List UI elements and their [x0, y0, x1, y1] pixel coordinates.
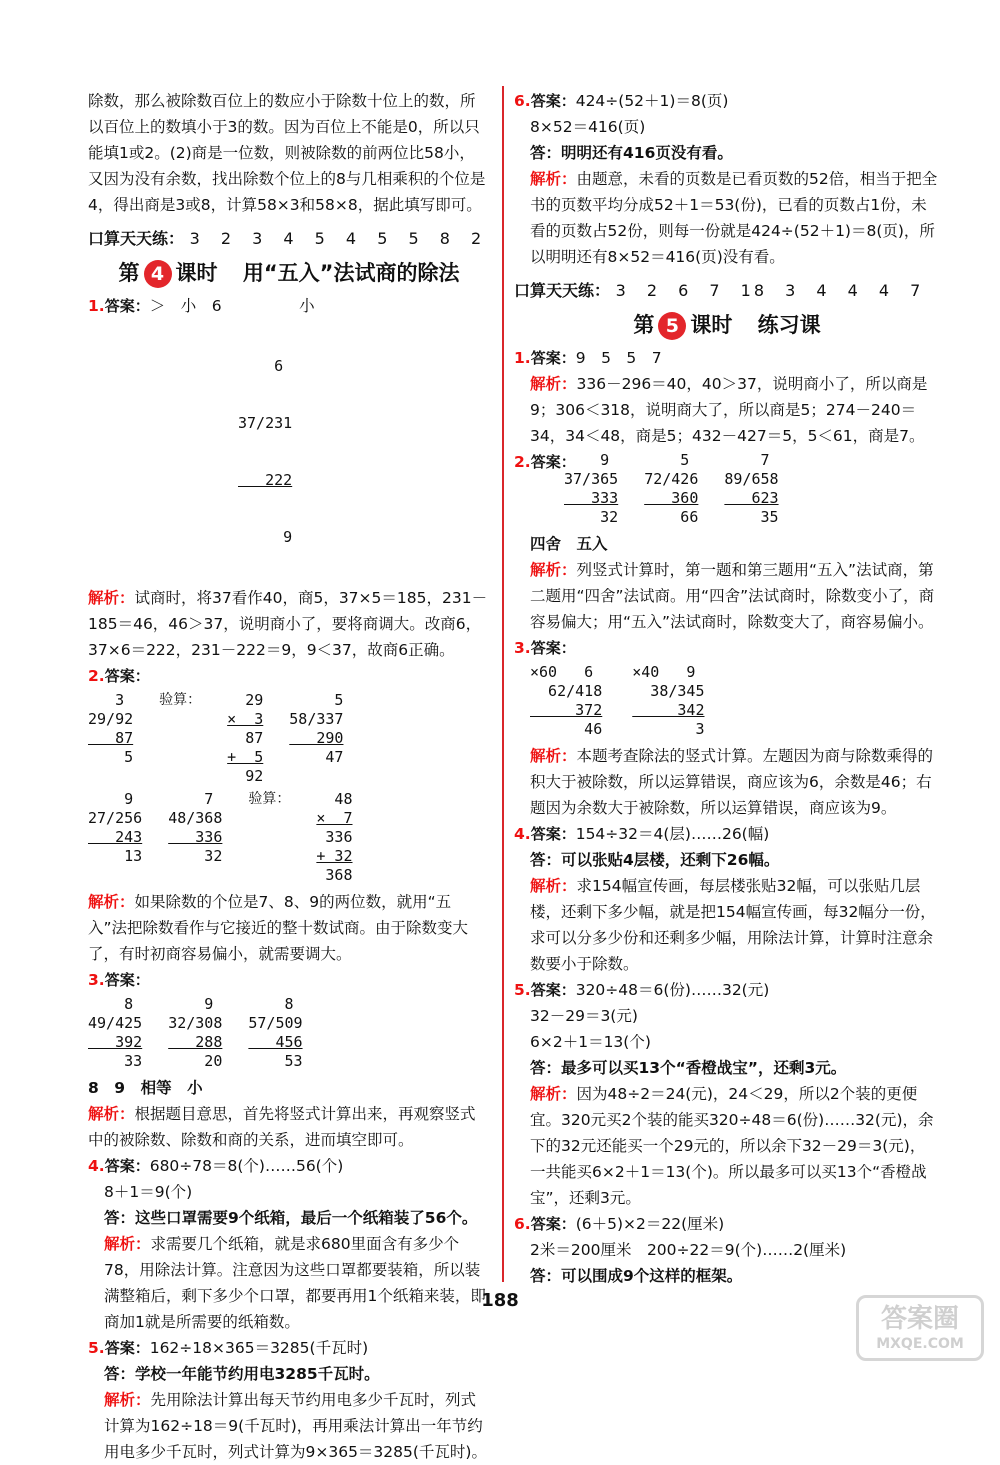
question-number: 1. — [88, 297, 105, 315]
calc-line: 5 — [289, 691, 344, 709]
calc-line: 53 — [248, 1052, 303, 1070]
lesson-post: 课时 — [690, 313, 733, 337]
fill-answer: 8 9 相等 小 — [88, 1079, 203, 1097]
vertical-division — [248, 995, 302, 1071]
calc-line: 372 — [530, 701, 603, 719]
calc-line: 7 — [168, 790, 214, 808]
calc-line: 66 — [644, 508, 699, 526]
calc-line: 72/426 — [644, 470, 699, 488]
calc-line: 9 — [564, 451, 610, 469]
calc-line: 243 — [88, 828, 143, 846]
calc-row — [88, 995, 490, 1071]
kousuan-label: 口算天天练： — [514, 281, 611, 300]
answer-line: 2米＝200厘米 200÷22＝9(个)……2(厘米) — [530, 1241, 847, 1259]
calc-line: 7 — [724, 451, 770, 469]
vertical-division — [644, 451, 698, 527]
vertical-division — [88, 995, 142, 1071]
answer-label: 答案： — [104, 667, 150, 685]
question-number: 3. — [514, 639, 531, 657]
answer-text: ＞ 小 6 小 — [149, 297, 315, 315]
vertical-multiplication — [316, 790, 352, 885]
calc-line: 333 — [564, 489, 619, 507]
vertical-division — [88, 790, 142, 885]
answer-label: 答案： — [530, 349, 576, 367]
explain-label: 解析： — [530, 561, 577, 579]
calc-line: 8 — [88, 995, 134, 1013]
calc-line: 49/425 — [88, 1014, 143, 1032]
explain-text: 本题考查除法的竖式计算。左题因为商与除数乘得的积大于被除数，所以运算错误，商应该为6，余数是46；右题因为余数大于被除数，所以运算错误，商应该为9。 — [530, 747, 934, 817]
left-column — [88, 88, 490, 1465]
calc-line: 360 — [644, 489, 699, 507]
explain-label: 解析： — [530, 170, 577, 188]
explain-label: 解析： — [530, 375, 577, 393]
question-number: 5. — [514, 981, 531, 999]
watermark-logo — [856, 1295, 984, 1361]
question-2 — [88, 663, 490, 967]
calc-line: 20 — [168, 1052, 223, 1070]
calc-line: + 32 — [316, 847, 353, 865]
answer-label: 答案： — [530, 825, 576, 843]
calc-line: 89/658 — [724, 470, 779, 488]
calc-line: 29/92 — [88, 710, 134, 728]
calc-line: 13 — [88, 847, 143, 865]
calc-row — [88, 691, 490, 786]
question-5 — [514, 977, 940, 1211]
lesson-pre: 第 — [633, 313, 655, 337]
intro-text: 除数，那么被除数百位上的数应小于除数十位上的数，所以百位上的数填小于3的数。因为百位上不能是0，所以只能填1或2。(2)商是一位数，则被除数的前两位比58小，又因为没有余数，找出除数个位上的8与几相乘积的个位是4，得出商是3或8，计算58×3和58×8，据此填写即可。 — [88, 92, 486, 214]
reply-text: 答：可以围成9个这样的框架。 — [530, 1267, 743, 1285]
calc-line: 623 — [724, 489, 779, 507]
explain-text: 如果除数的个位是7、8、9的两位数，就用“五入”法把除数看作与它接近的整十数试商。由于除数变大了，有时初商容易偏小，就需要调大。 — [88, 893, 469, 963]
question-number: 3. — [88, 971, 105, 989]
question-number: 5. — [88, 1339, 105, 1357]
calc-line: 48/368 — [168, 809, 223, 827]
calc-line: 5 — [644, 451, 690, 469]
verify-label: 验算： — [159, 692, 202, 708]
calc-line: 58/337 — [289, 710, 344, 728]
question-number: 6. — [514, 1215, 531, 1233]
calc-line: 368 — [316, 866, 353, 884]
calc-line: 9 — [168, 995, 214, 1013]
reply-text: 答：这些口罩需要9个纸箱，最后一个纸箱装了56个。 — [104, 1209, 478, 1227]
question-6-prev — [514, 88, 940, 270]
lesson-heading: 用“五入”法试商的除法 — [242, 261, 460, 285]
calc-line: 87 — [88, 729, 134, 747]
lesson-number-badge: 4 — [144, 260, 172, 288]
answer-line: 8×52＝416(页) — [530, 118, 646, 136]
vertical-division — [564, 451, 618, 527]
lesson-post: 课时 — [175, 261, 218, 285]
explain-label: 解析： — [88, 893, 135, 911]
explain-text: 由题意，未看的页数是已看页数的52倍，相当于把全书的页数平均分成52＋1＝53(份)，已看的页数占1份，未看的页数占52份，则每一份就是424÷(52＋1)＝8(页)，所以明明还有8×52＝416(页)没有看。 — [530, 170, 938, 266]
verify-label: 验算： — [248, 791, 291, 807]
explain-label: 解析： — [530, 1085, 577, 1103]
answer-label: 答案： — [530, 453, 576, 471]
calc-line: 87 — [227, 729, 264, 747]
answer-label: 答案： — [530, 981, 576, 999]
calc-line: 290 — [289, 729, 344, 747]
lesson-pre: 第 — [118, 261, 140, 285]
vertical-division — [530, 663, 602, 739]
explain-label: 解析： — [104, 1235, 151, 1253]
reply-text: 答：学校一年能节约用电3285千瓦时。 — [104, 1365, 380, 1383]
explain-label: 解析： — [88, 589, 135, 607]
answer-label: 答案： — [104, 1157, 150, 1175]
calc-line: 392 — [88, 1033, 143, 1051]
calc-line: 288 — [168, 1033, 223, 1051]
calc-line: 456 — [248, 1033, 303, 1051]
calc-line: 336 — [168, 828, 223, 846]
calc-line: 8 — [248, 995, 294, 1013]
calc-row — [530, 663, 940, 739]
kousuan-row — [514, 278, 940, 301]
question-4 — [514, 821, 940, 977]
kousuan-values: 3 2 3 4 5 4 5 5 8 2 — [189, 229, 485, 248]
calc-line: 9 — [88, 790, 134, 808]
vertical-division — [238, 319, 490, 585]
lesson-number-badge: 5 — [658, 312, 686, 340]
calc-line: 38/345 — [632, 682, 705, 700]
answer-line: 6×2＋1＝13(个) — [530, 1033, 651, 1051]
explain-text: 先用除法计算出每天节约用电多少千瓦时，列式计算为162÷18＝9(千瓦时)，再用乘法计算出一年节约用电多少千瓦时，列式计算为9×365＝3285(千瓦时)。 — [104, 1391, 487, 1461]
answer-line: 162÷18×365＝3285(千瓦时) — [149, 1339, 369, 1357]
right-column — [514, 88, 940, 1289]
answer-label: 答案： — [530, 1215, 576, 1233]
calc-line: 5 — [88, 748, 134, 766]
calc-line: + 5 — [227, 748, 264, 766]
calc-line: 57/509 — [248, 1014, 303, 1032]
calc-line: 46 — [530, 720, 603, 738]
calc-line: 37/365 — [564, 470, 619, 488]
calc-line: ×40 9 — [632, 663, 696, 681]
lesson-title — [88, 257, 490, 289]
explain-label: 解析： — [530, 747, 577, 765]
explain-text: 试商时，将37看作40，商5，37×5＝185，231－185＝46，46＞37，说明商小了，要将商调大。改商6，37×6＝222，231－222＝9，9＜37，故商6正确。 — [88, 589, 488, 659]
vertical-division — [168, 790, 222, 885]
explain-text: 根据题目意思，首先将竖式计算出来，再观察竖式中的被除数、除数和商的关系，进而填空即可。 — [88, 1105, 476, 1149]
answer-line: 320÷48＝6(份)……32(元) — [575, 981, 770, 999]
kousuan-row — [88, 226, 490, 249]
fill-answer: 四舍 五入 — [530, 535, 608, 553]
calc-row — [564, 451, 940, 527]
question-5 — [88, 1335, 490, 1465]
question-3 — [88, 967, 490, 1153]
kousuan-label: 口算天天练： — [88, 229, 185, 248]
answer-line: 680÷78＝8(个)……56(个) — [149, 1157, 344, 1175]
calc-row — [88, 790, 490, 885]
explain-label: 解析： — [530, 877, 577, 895]
lesson-heading: 练习课 — [757, 313, 821, 337]
calc-line: × 7 — [316, 809, 353, 827]
question-1 — [88, 293, 490, 663]
watermark-text: 答案圈 — [880, 1304, 959, 1334]
question-number: 4. — [88, 1157, 105, 1175]
answer-line: 32－29＝3(元) — [530, 1007, 638, 1025]
question-number: 2. — [88, 667, 105, 685]
answer-label: 答案： — [104, 1339, 150, 1357]
answer-text: 9 5 5 7 — [575, 349, 662, 367]
calc-line: 32/308 — [168, 1014, 223, 1032]
question-number: 6. — [514, 92, 531, 110]
calc-line: 33 — [88, 1052, 143, 1070]
vertical-division — [724, 451, 778, 527]
explain-text: 列竖式计算时，第一题和第三题用“五入”法试商，第二题用“四舍”法试商。用“四舍”法试商时，除数变小了，商容易偏大；用“五入”法试商时，除数变大了，商容易偏小。 — [530, 561, 935, 631]
vertical-multiplication — [227, 691, 263, 786]
reply-text: 答：最多可以买13个“香橙战宝”，还剩3元。 — [530, 1059, 847, 1077]
calc-line: ×60 6 — [530, 663, 594, 681]
question-6 — [514, 1211, 940, 1289]
answer-line: 154÷32＝4(层)……26(幅) — [575, 825, 770, 843]
reply-text: 答：可以张贴4层楼，还剩下26幅。 — [530, 851, 780, 869]
calc-line: 3 — [632, 720, 705, 738]
answer-label: 答案： — [104, 971, 150, 989]
answer-line: (6＋5)×2＝22(厘米) — [575, 1215, 725, 1233]
answer-label: 答案： — [104, 297, 150, 315]
answer-line: 424÷(52＋1)＝8(页) — [575, 92, 729, 110]
calc-line: 62/418 — [530, 682, 603, 700]
vertical-division — [289, 691, 343, 786]
answer-label: 答案： — [530, 639, 576, 657]
calc-line: 32 — [564, 508, 619, 526]
calc-line: 29 — [227, 691, 264, 709]
calc-line: 3 — [88, 691, 125, 709]
calc-line: 222 — [238, 471, 293, 489]
question-3 — [514, 635, 940, 821]
watermark-url: MXQE.COM — [876, 1336, 964, 1352]
answer-label: 答案： — [530, 92, 576, 110]
question-number: 4. — [514, 825, 531, 843]
calc-line: 342 — [632, 701, 705, 719]
explain-label: 解析： — [104, 1391, 151, 1409]
explain-text: 336－296＝40，40＞37，说明商小了，所以商是9；306＜318，说明商大了，所以商是5；274－240＝34，34＜48，商是5；432－427＝5，5＜61，商是7。 — [530, 375, 928, 445]
calc-line: 35 — [724, 508, 779, 526]
calc-line: 9 — [238, 528, 293, 546]
reply-text: 答：明明还有416页没有看。 — [530, 144, 733, 162]
explain-label: 解析： — [88, 1105, 135, 1123]
question-2 — [514, 449, 940, 635]
answer-line: 8＋1＝9(个) — [104, 1183, 193, 1201]
question-1 — [514, 345, 940, 449]
calc-line: × 3 — [227, 710, 264, 728]
explain-text: 求154幅宣传画，每层楼张贴32幅，可以张贴几层楼，还剩下多少幅，就是把154幅宣传画，每32幅分一份，求可以分多少份和还剩多少幅，用除法计算，计算时注意余数要小于除数。 — [530, 877, 936, 973]
lesson-title — [514, 309, 940, 341]
kousuan-values: 3 2 6 7 18 3 4 4 4 7 — [615, 281, 924, 300]
calc-line: 48 — [316, 790, 353, 808]
column-divider — [502, 86, 504, 1282]
calc-line: 47 — [289, 748, 344, 766]
vertical-division — [632, 663, 704, 739]
calc-line: 27/256 — [88, 809, 143, 827]
calc-line: 92 — [227, 767, 264, 785]
explain-text: 因为48÷2＝24(元)，24＜29，所以2个装的更便宜。320元买2个装的能买320÷48＝6(份)……32(元)，余下的32元还能买一个29元的，所以余下32－29＝3(元)，一共能买6×2＋1＝13(个)。所以最多可以买13个“香橙战宝”，还剩3元。 — [530, 1085, 934, 1207]
page-number: 188 — [481, 1290, 519, 1311]
question-number: 1. — [514, 349, 531, 367]
calc-line: 32 — [168, 847, 223, 865]
calc-line: 6 — [238, 357, 284, 375]
vertical-division — [168, 995, 222, 1071]
calc-line: 37/231 — [238, 414, 293, 432]
vertical-division — [88, 691, 133, 786]
question-number: 2. — [514, 453, 531, 471]
calc-line: 336 — [316, 828, 353, 846]
explain-text: 求需要几个纸箱，就是求680里面含有多少个78，用除法计算。注意因为这些口罩都要装箱，所以装满整箱后，剩下多少个口罩，都要再用1个纸箱来装，即商加1就是所需要的纸箱数。 — [104, 1235, 486, 1331]
